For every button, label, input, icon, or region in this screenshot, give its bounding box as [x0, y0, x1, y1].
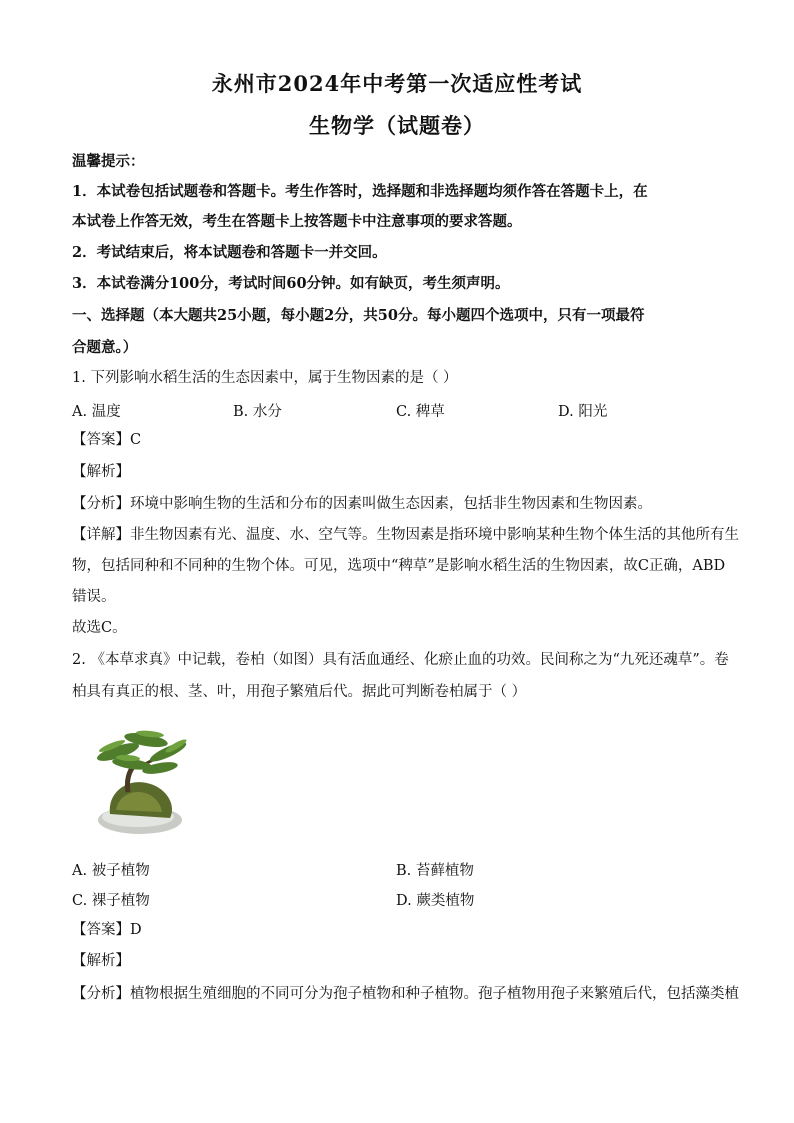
q2-analysis-label: 【解析】 [72, 953, 130, 969]
q2-stem-line-1: 2. 《本草求真》中记载，卷柏（如图）具有活血通经、化瘀止血的功效。民间称之为“九死还魂草”。卷 [72, 652, 729, 668]
exam-subtitle: 生物学（试题卷） [309, 113, 485, 138]
q2-option-a: A. 被子植物 [72, 863, 150, 879]
q1-option-d: D. 阳光 [558, 404, 608, 420]
notice-item-3: 3．本试卷满分100分，考试时间60分钟。如有缺页，考生须声明。 [72, 275, 510, 292]
q2-option-b: B. 苔藓植物 [396, 863, 474, 879]
notice-item-2: 2．考试结束后，将本试题卷和答题卡一并交回。 [72, 244, 387, 261]
q2-stem-line-2: 柏具有真正的根、茎、叶，用孢子繁殖后代。据此可判断卷柏属于（ ） [72, 684, 527, 700]
q1-option-a: A. 温度 [72, 404, 121, 420]
notice-item-1-line-2: 本试卷上作答无效，考生在答题卡上按答题卡中注意事项的要求答题。 [72, 213, 522, 230]
q1-option-b: B. 水分 [233, 404, 282, 420]
section-heading-line-2: 合题意。） [72, 339, 138, 356]
q1-conclusion: 故选C。 [72, 620, 127, 636]
q1-detail-line-2: 物，包括同种和不同种的生物个体。可见，选项中“稗草”是影响水稻生活的生物因素，故C正确，ABD [72, 558, 726, 574]
q2-option-c: C. 裸子植物 [72, 893, 150, 909]
q2-answer: 【答案】D [72, 922, 142, 938]
q1-analysis-label: 【解析】 [72, 464, 130, 480]
notice-item-1-line-1: 1．本试卷包括试题卷和答题卡。考生作答时，选择题和非选择题均须作答在答题卡上，在 [72, 183, 648, 200]
exam-title: 永州市2024年中考第一次适应性考试 [211, 71, 583, 96]
q2-option-d: D. 蕨类植物 [396, 893, 475, 909]
q1-option-c: C. 稗草 [396, 404, 445, 420]
section-heading-line-1: 一、选择题（本大题共25小题，每小题2分，共50分。每小题四个选项中，只有一项最符 [72, 307, 645, 324]
selaginella-plant-image [88, 722, 194, 838]
q1-detail-line-1: 【详解】非生物因素有光、温度、水、空气等。生物因素是指环境中影响某种生物个体生活的其他所有生 [72, 527, 739, 543]
q1-analysis: 【分析】环境中影响生物的生活和分布的因素叫做生态因素，包括非生物因素和生物因素。 [72, 496, 652, 512]
q1-stem: 1. 下列影响水稻生活的生态因素中，属于生物因素的是（ ） [72, 370, 458, 386]
q1-detail-line-3: 错误。 [72, 589, 116, 605]
q2-analysis: 【分析】植物根据生殖细胞的不同可分为孢子植物和种子植物。孢子植物用孢子来繁殖后代，包括藻类植 [72, 986, 739, 1002]
notice-heading: 温馨提示： [72, 153, 145, 170]
q1-answer: 【答案】C [72, 432, 142, 448]
